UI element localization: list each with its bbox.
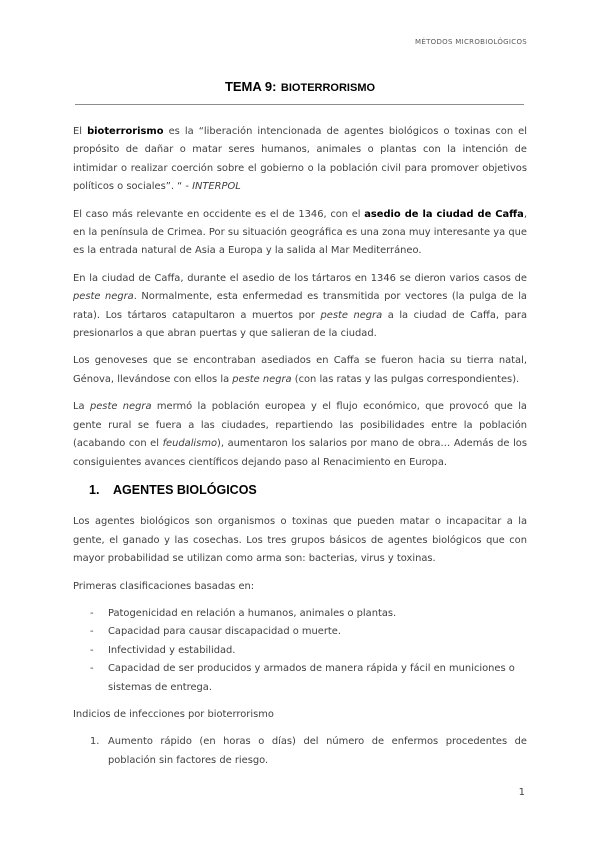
title-main: BIOTERRORISMO [280,82,376,94]
text-run: El caso más relevante en occidente es el de 1346, con el [73,208,365,220]
bold-term: asedio de la ciudad de Caffa [364,208,524,220]
list-item-text: Capacidad para causar discapacidad o muerte. [108,626,342,638]
text-run: El [73,126,88,137]
bullet-dash: - [90,663,94,675]
list-item [73,623,527,641]
section-title: AGENTES BIOLÓGICOS [113,482,257,497]
list-item [73,605,527,623]
text-run: . Normalmente, esta enfermedad es transmitida por vectores (la pulga de la rata). Los tártaros catapultaron a muertos por [73,291,527,321]
list-item [73,642,527,660]
list-number: 1. [90,736,100,748]
paragraph-caffa [73,206,527,261]
indicios-list [73,733,527,770]
source-citation: INTERPOL [192,181,241,193]
paragraph-asedio [73,270,527,344]
list-item-text: Capacidad de ser producidos y armados de manera rápida y fácil en municiones o sistemas de entrega. [108,663,515,693]
bullet-dash: - [90,626,94,638]
indicios-label: Indicios de infecciones por bioterrorismo [73,708,274,720]
running-header: MÉTODOS MICROBIOLÓGICOS [415,38,527,46]
italic-term: feudalismo [162,438,217,450]
bullet-dash: - [90,607,94,619]
list-item-text: Aumento rápido (en horas o días) del número de enfermos procedentes de población sin factores de riesgo. [108,736,527,766]
classification-list [73,605,527,697]
bullet-dash: - [90,644,94,656]
list-item-text: Infectividad y estabilidad. [108,644,236,656]
document-body [73,123,527,770]
italic-term: peste negra [89,401,152,413]
italic-term: peste negra [73,291,134,303]
section-heading [89,481,527,499]
text-run: En la ciudad de Caffa, durante el asedio de los tártaros en 1346 se dieron varios casos de [73,272,527,284]
paragraph-definition [73,123,527,197]
list-item-text: Patogenicidad en relación a humanos, animales o plantas. [108,607,397,619]
title-divider [75,104,524,105]
section-number: 1. [89,482,100,497]
page-number: 1 [518,787,525,798]
text-run: a la ciudad de Caffa, para presionarlos a que abran puertas y que salieran de la ciudad. [73,309,527,340]
text-run: , en la península de Crimea. Por su situación geográfica es una zona muy interesante ya que es la entrada natural de Asia a Europa y la salida al Mar Mediterráneo. [73,208,527,257]
list-item [73,660,527,697]
text-run: (con las ratas y las pulgas correspondientes). [291,373,520,385]
text-run: es la “liberación intencionada de agentes biológicos o toxinas con el propósito de dañar o matar seres humanos, animales o plantas con la intención de intimidar o realizar coerción sobre el gobierno o la población civil para promover objetivos políticos o sociales”. “ - [73,126,527,193]
bold-term: bioterrorismo [87,126,164,137]
italic-term: peste negra [320,309,383,321]
title-prefix: TEMA 9: [224,79,277,94]
text-run: ), aumentaron los salarios por mano de obra… Además de los consiguientes avances científicos dejando paso al Renacimiento en Europa. [73,438,527,468]
paragraph-agentes: Los agentes biológicos son organismos o toxinas que pueden matar o incapacitar a la gente, el ganado y las cosechas. Los tres grupos básicos de agentes biológicos que con mayor probabilidad se utilizan como arma son: bacterias, virus y toxinas. [73,516,527,565]
italic-term: peste negra [232,373,292,385]
text-run: La [73,401,90,413]
page-title [0,78,600,96]
text-run: mermó la población europea y el flujo económico, que provocó que la gente rural se fuera a las ciudades, repartiendo las posibilidades entre la población (acabando con el [73,401,527,450]
paragraph-genoveses [73,352,527,389]
classification-label: Primeras clasificaciones basadas en: [73,580,255,592]
list-item [73,733,527,770]
paragraph-consecuencias [73,398,527,472]
text-run: Los genoveses que se encontraban asediados en Caffa se fueron hacia su tierra natal, Génova, llevándose con ellos la [73,355,527,385]
